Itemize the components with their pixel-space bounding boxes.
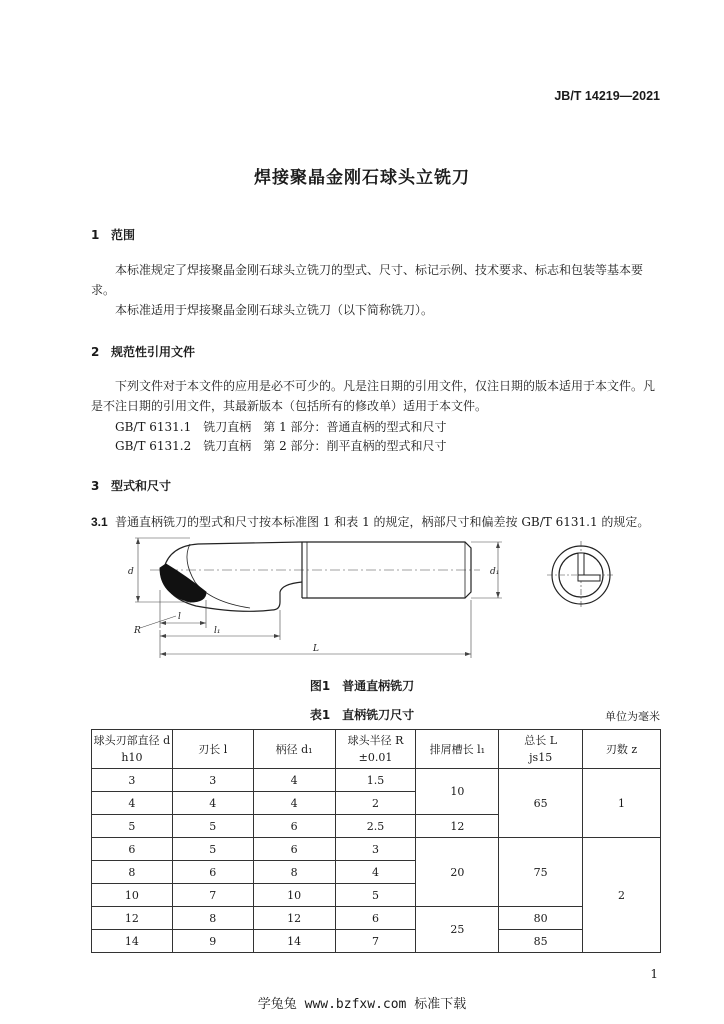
reference-code: GB/T 6131.2: [115, 439, 192, 453]
cell-R: 3: [335, 838, 416, 861]
cell-d1: 12: [253, 907, 335, 930]
cell-R: 1.5: [335, 769, 416, 792]
cell-l: 5: [172, 815, 253, 838]
label-l1: l₁: [214, 626, 221, 636]
cell-R: 4: [335, 861, 416, 884]
section-title: 范围: [111, 228, 136, 242]
cell-l: 8: [172, 907, 253, 930]
clause-number: 3.1: [91, 515, 108, 529]
header-l: 刃长 l: [172, 730, 253, 769]
cell-d: 3: [92, 769, 173, 792]
cell-R: 6: [335, 907, 416, 930]
cell-d1: 4: [253, 769, 335, 792]
reference-title: 铣刀直柄 第 2 部分：削平直柄的型式和尺寸: [203, 439, 447, 453]
table-caption: 表1 直柄铣刀尺寸: [309, 708, 415, 722]
reference-code: GB/T 6131.1: [115, 420, 192, 434]
cell-l: 6: [172, 861, 253, 884]
header-d1: 柄径 d₁: [253, 730, 335, 769]
cell-d: 10: [92, 884, 173, 907]
cell-l: 5: [172, 838, 253, 861]
cell-L: 65: [499, 769, 583, 838]
clause-3-1: [91, 512, 691, 532]
cell-L: 80: [499, 907, 583, 930]
watermark-footer: 学兔兔 www.bzfxw.com 标准下载: [257, 997, 467, 1012]
section-number: 2: [91, 345, 100, 359]
cell-d: 5: [92, 815, 173, 838]
figure-1-drawing: [90, 530, 690, 670]
cell-d1: 6: [253, 838, 335, 861]
section-1-paragraph-2: 本标准适用于焊接聚晶金刚石球头立铣刀（以下简称铣刀）。: [115, 303, 434, 317]
cell-l: 9: [172, 930, 253, 953]
cell-l1: 12: [416, 815, 499, 838]
header-L: 总长 L js15: [499, 730, 583, 769]
cell-d1: 8: [253, 861, 335, 884]
label-L: L: [313, 644, 319, 654]
section-2-paragraph: 下列文件对于本文件的应用是必不可少的。凡是注日期的引用文件，仅注日期的版本适用于本文件。凡是不注日期的引用文件，其最新版本（包括所有的修改单）适用于本文件。: [91, 379, 656, 413]
clause-text: 普通直柄铣刀的型式和尺寸按本标准图 1 和表 1 的规定，柄部尺寸和偏差按 GB/T 6131.1 的规定。: [115, 515, 650, 529]
cell-d: 4: [92, 792, 173, 815]
section-title: 型式和尺寸: [111, 479, 172, 493]
cell-l1: 10: [416, 769, 499, 815]
cell-z: 1: [583, 769, 661, 838]
cell-R: 7: [335, 930, 416, 953]
header-d: 球头刃部直径 d h10: [92, 730, 173, 769]
page-number: 1: [650, 967, 658, 981]
section-2-heading: [91, 343, 195, 360]
table-header-row: [92, 730, 661, 769]
table-row: [92, 838, 661, 861]
document-title: 焊接聚晶金刚石球头立铣刀: [254, 168, 470, 188]
cell-d1: 10: [253, 884, 335, 907]
cell-d: 6: [92, 838, 173, 861]
reference-item: [115, 418, 447, 435]
table-row: [92, 930, 661, 953]
section-3-heading: [91, 477, 171, 494]
standard-number: JB/T 14219—2021: [554, 89, 660, 103]
section-number: 1: [91, 228, 100, 242]
cell-z: 2: [583, 838, 661, 953]
section-number: 3: [91, 479, 100, 493]
cell-l: 4: [172, 792, 253, 815]
cell-l1: 20: [416, 838, 499, 907]
table-row: [92, 907, 661, 930]
section-1-heading: [91, 226, 135, 243]
section-title: 规范性引用文件: [111, 345, 196, 359]
cell-L: 85: [499, 930, 583, 953]
cell-l: 3: [172, 769, 253, 792]
figure-caption: 图1 普通直柄铣刀: [309, 679, 415, 693]
label-R: R: [134, 626, 141, 636]
header-l1: 排屑槽长 l₁: [416, 730, 499, 769]
cell-R: 2: [335, 792, 416, 815]
cell-d: 12: [92, 907, 173, 930]
cell-d1: 4: [253, 792, 335, 815]
header-R: 球头半径 R ±0.01: [335, 730, 416, 769]
header-z: 刃数 z: [583, 730, 661, 769]
table-row: [92, 769, 661, 792]
cell-d: 14: [92, 930, 173, 953]
cell-d: 8: [92, 861, 173, 884]
reference-item: [115, 437, 447, 454]
dimension-table: [91, 729, 661, 953]
cell-l1: 25: [416, 907, 499, 953]
unit-note: 单位为毫米: [605, 710, 660, 723]
reference-title: 铣刀直柄 第 1 部分：普通直柄的型式和尺寸: [203, 420, 447, 434]
label-d1: d₁: [490, 567, 500, 577]
section-1-paragraph-1: 本标准规定了焊接聚晶金刚石球头立铣刀的型式、尺寸、标记示例、技术要求、标志和包装等基本要求。: [91, 263, 644, 297]
cell-R: 5: [335, 884, 416, 907]
label-l: l: [178, 612, 181, 622]
cell-l: 7: [172, 884, 253, 907]
label-d: d: [128, 567, 134, 577]
cell-R: 2.5: [335, 815, 416, 838]
cell-d1: 6: [253, 815, 335, 838]
cell-L: 75: [499, 838, 583, 907]
cell-d1: 14: [253, 930, 335, 953]
